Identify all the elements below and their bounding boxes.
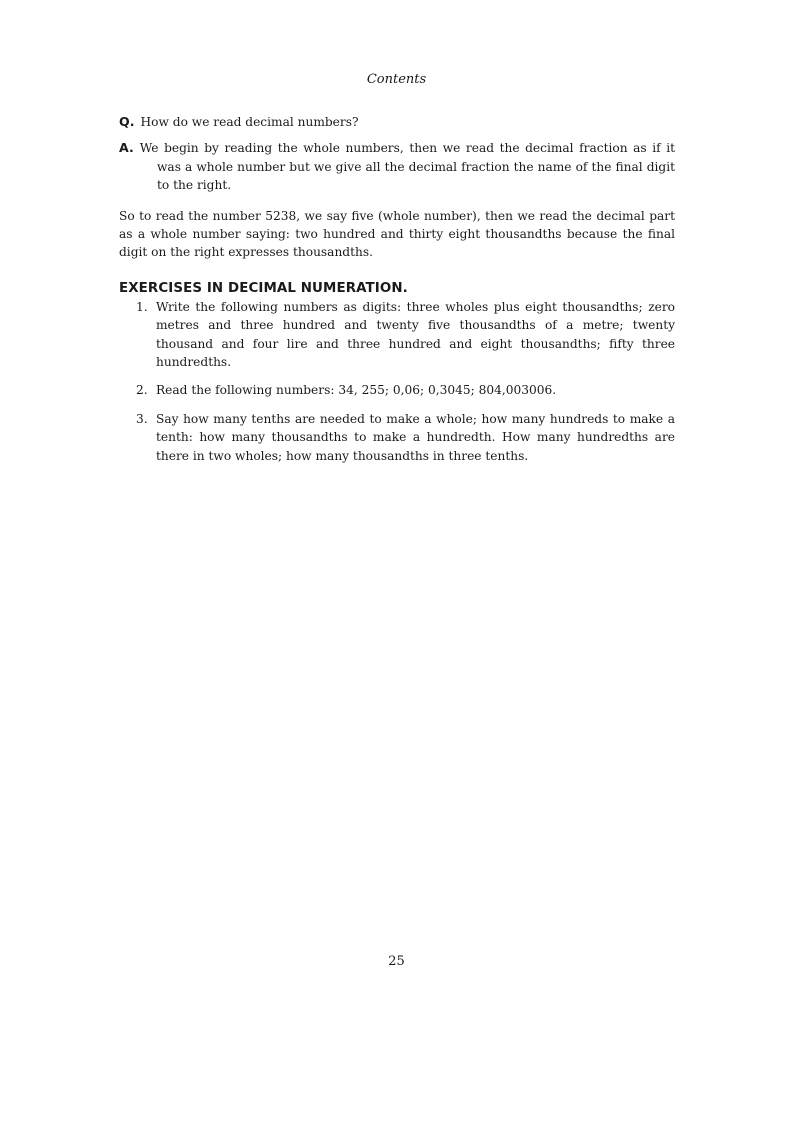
exercise-item xyxy=(119,410,675,465)
exercise-text: Say how many tenths are needed to make a whole; how many hundreds to make a tenth: how many thousandths to make a hundredth. How many hundredths are there in two wholes; how many thousandths in three tenths. xyxy=(156,411,675,463)
running-head: Contents xyxy=(366,72,427,87)
exercise-item xyxy=(119,298,675,372)
exercise-list xyxy=(119,298,675,465)
question-label: Q. xyxy=(119,114,135,129)
exercise-number: 1. xyxy=(136,299,148,314)
exercise-item xyxy=(119,381,675,399)
question xyxy=(119,113,675,131)
section-title: EXERCISES IN DECIMAL NUMERATION. xyxy=(119,280,408,296)
answer-text: We begin by reading the whole numbers, then we read the decimal fraction as if it was a whole number but we give all the decimal fraction the name of the final digit to the right. xyxy=(139,141,675,193)
exercise-number: 3. xyxy=(136,411,148,426)
answer-label: A. xyxy=(119,140,134,156)
explanation-paragraph: So to read the number 5238, we say five (whole number), then we read the decimal part as a whole number saying: two hundred and thirty eight thousandths because the final digit on the right expresses thousandths. xyxy=(119,208,675,260)
exercise-text: Read the following numbers: 34, 255; 0,06; 0,3045; 804,003006. xyxy=(156,383,557,398)
page-body xyxy=(119,113,675,475)
answer xyxy=(119,139,675,194)
question-text: How do we read decimal numbers? xyxy=(140,115,359,129)
exercise-number: 2. xyxy=(136,383,148,398)
exercise-text: Write the following numbers as digits: three wholes plus eight thousandths; zero metres and three hundred and twenty five thousandths of a metre; twenty thousand and four lire and three hundred and eight thousandths; fifty three hundredths. xyxy=(156,299,675,370)
page-number: 25 xyxy=(388,954,405,969)
